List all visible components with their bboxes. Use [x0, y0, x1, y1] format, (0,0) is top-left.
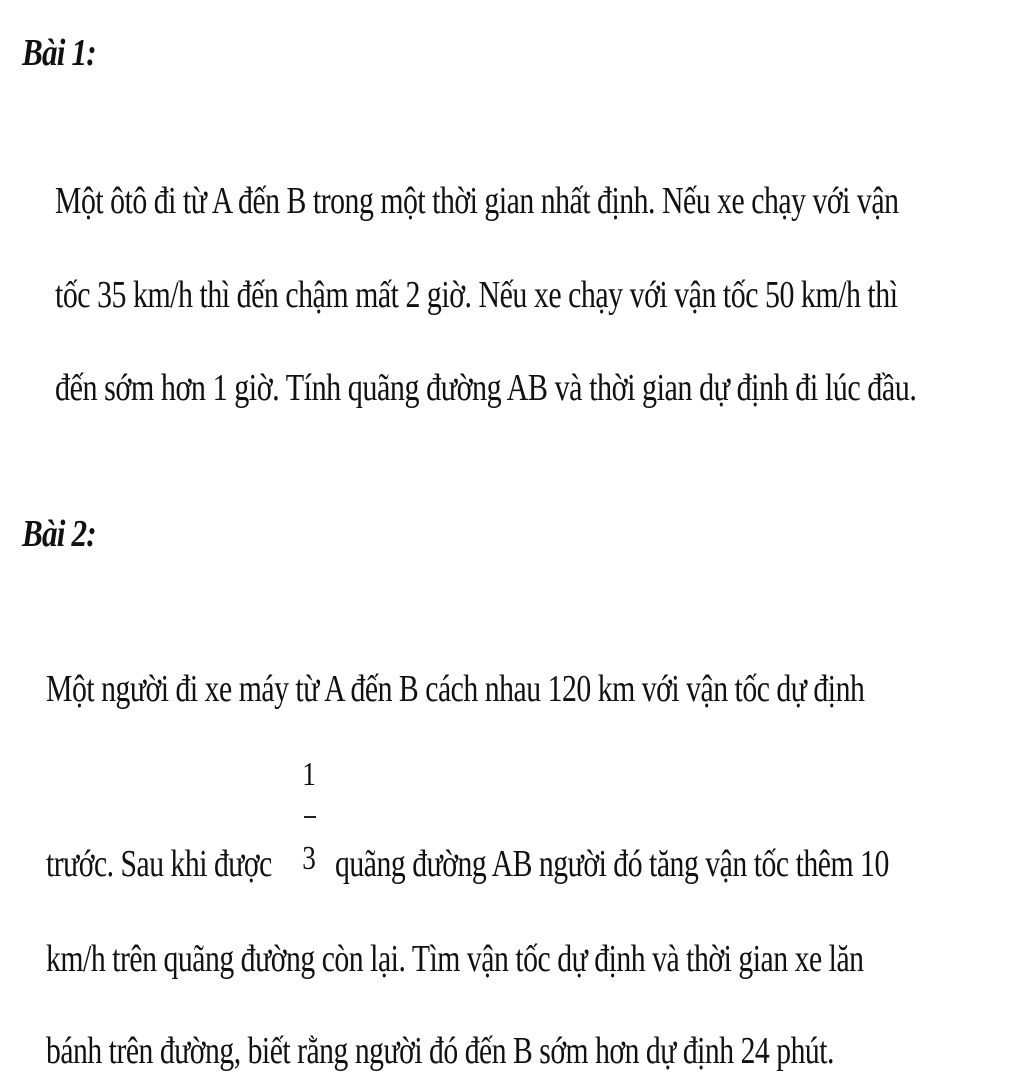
problem-1-heading: Bài 1: [22, 32, 96, 74]
problem-2-line-1: Một người đi xe máy từ A đến B cách nhau 120 km với vận tốc dự định [46, 668, 865, 710]
problem-2-line-2-end: quãng đường AB người đó tăng vận tốc thêm 10 [335, 843, 889, 885]
fraction-denominator: 3 [302, 840, 316, 877]
fraction-bar [304, 816, 316, 818]
problem-1-line-1: Một ôtô đi từ A đến B trong một thời gian nhất định. Nếu xe chạy với vận [55, 180, 899, 222]
problem-2-line-3: km/h trên quãng đường còn lại. Tìm vận tốc dự định và thời gian xe lăn [46, 938, 864, 980]
fraction-numerator: 1 [302, 756, 316, 793]
problem-1-line-3: đến sớm hơn 1 giờ. Tính quãng đường AB và thời gian dự định đi lúc đầu. [55, 367, 917, 409]
problem-2-heading: Bài 2: [22, 513, 96, 555]
problem-2-line-4: bánh trên đường, biết rằng người đó đến B sớm hơn dự định 24 phút. [46, 1030, 834, 1072]
problem-1-line-2: tốc 35 km/h thì đến chậm mất 2 giờ. Nếu xe chạy với vận tốc 50 km/h thì [55, 274, 898, 316]
problem-2-line-2-start: trước. Sau khi được [46, 843, 272, 885]
